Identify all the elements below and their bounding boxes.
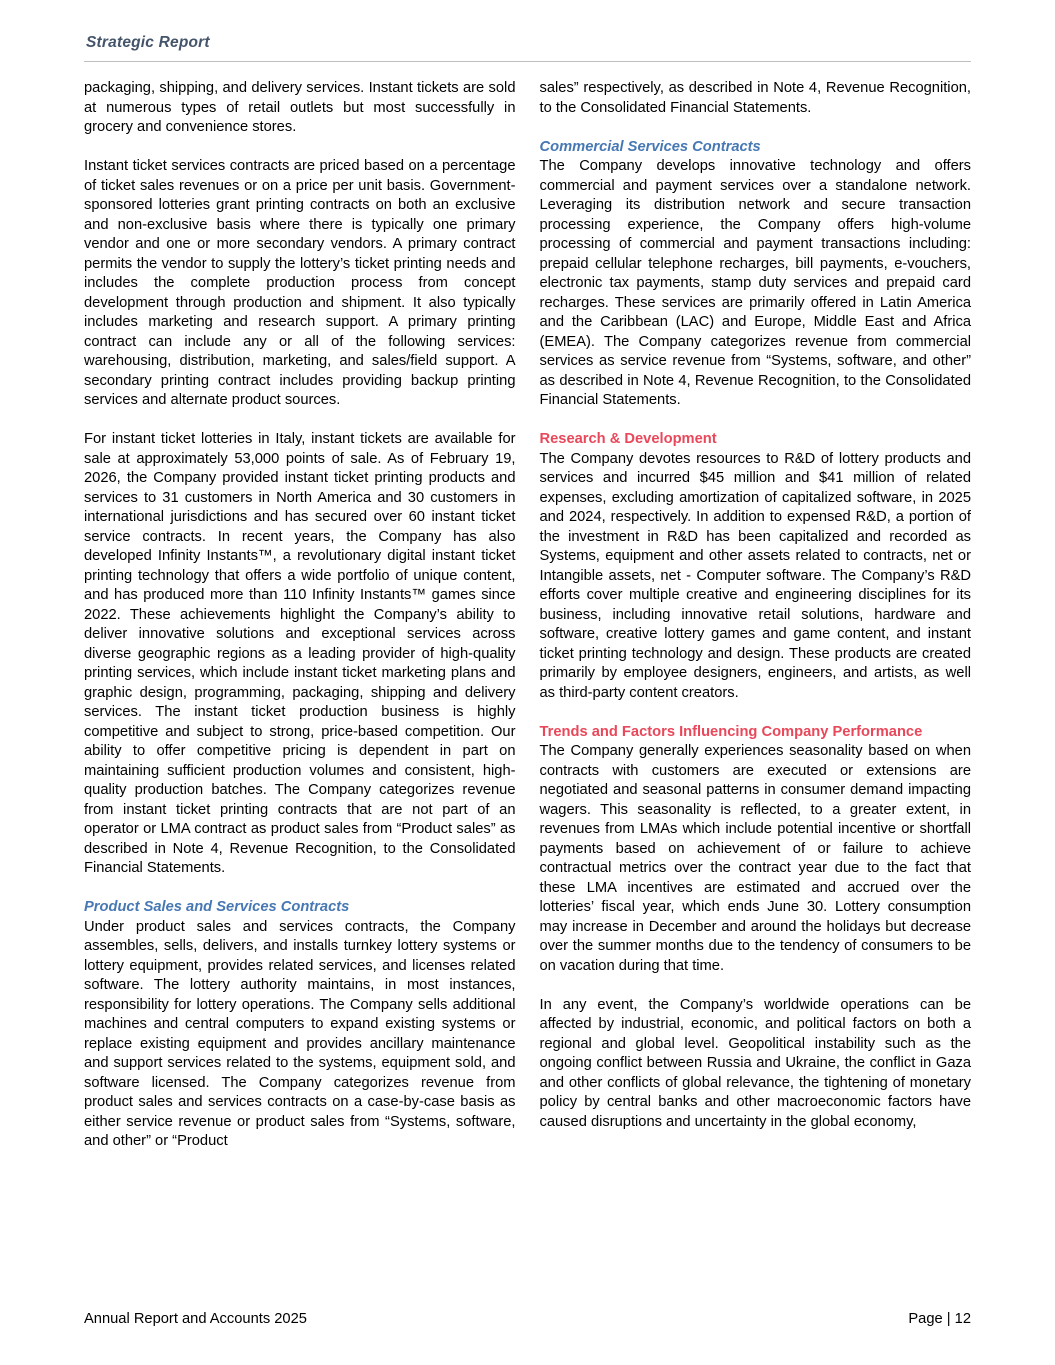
heading-trends-and-factors: Trends and Factors Influencing Company Performance — [539, 723, 923, 740]
footer-report-title: Annual Report and Accounts 2025 — [84, 1311, 307, 1327]
right-column — [540, 79, 972, 1152]
paragraph-continuation: sales” respectively, as described in Note 4, Revenue Recognition, to the Consolidated Financial Statements. — [539, 80, 971, 116]
left-column — [84, 79, 516, 1171]
paragraph-instant-ticket-pricing: Instant ticket services contracts are priced based on a percentage of ticket sales revenues or on a price per unit basis. Government-sponsored lotteries grant printing contracts on both an exclusive and non-exclusive basis where there is typically one primary vendor and one or more secondary vendors. A primary contract permits the vendor to supply the lottery’s ticket printing needs and includes the complete production process from concept development through production and shipment. It also typically includes marketing and research support. A primary printing contract can include any or all of the following services: warehousing, distribution, marketing, and sales/field support. A secondary printing contract includes providing backup printing services and alternate product sources. — [84, 158, 516, 408]
paragraph-seasonality: The Company generally experiences seasonality based on when contracts with customers are executed or extensions are negotiated and seasonal patterns in consumer demand impacting wagers. This seasonality is reflected, to a greater extent, in revenues from LMAs which include potential incentive or shortfall payments based on achievement of or failure to achieve contractual metrics over the contract year due to the fact that these LMA incentives are estimated and accrued over the lotteries’ fiscal year, which ends June 30. Lottery consumption may increase in December and around the holidays but decrease over the summer months due to the tendency of consumers to be on vacation during that time. — [539, 743, 971, 974]
heading-commercial-services-contracts: Commercial Services Contracts — [539, 138, 761, 155]
paragraph-geopolitical: In any event, the Company’s worldwide operations can be affected by industrial, economic, and political factors on both a regional and global level. Geopolitical instability such as the ongoing conflict between Russia and Ukraine, the conflict in Gaza and other conflicts of global relevance, the tightening of monetary policy by central banks and other macroeconomic factors have caused disruptions and uncertainty in the global economy, — [539, 996, 971, 1130]
header-rule — [84, 61, 971, 62]
section-title: Strategic Report — [86, 34, 210, 51]
paragraph-product-sales-contracts: Under product sales and services contracts, the Company assembles, sells, delivers, and installs turnkey lottery systems or lottery equipment, provides related services, and licenses related software. The lottery authority maintains, in most instances, responsibility for lottery operations. The Company sells additional machines and central computers to expand existing systems or replace existing equipment and provides ancillary maintenance and support services related to the systems, equipment sold, and software licensed. The Company categorizes revenue from product sales and services contracts on a case-by-case basis as either service revenue or product sales from “Systems, software, and other” or “Product — [84, 918, 516, 1149]
heading-research-and-development: Research & Development — [539, 431, 717, 447]
paragraph-continuation: packaging, shipping, and delivery services. Instant tickets are sold at numerous types of retail outlets but most successfully in grocery and convenience stores. — [84, 80, 516, 135]
page-header — [84, 34, 971, 62]
paragraph-research-and-development: The Company devotes resources to R&D of lottery products and services and incurred $45 million and $41 million of related expenses, excluding amortization of capitalized software, in 2025 and 2024, respectively. In addition to expensed R&D, a portion of the investment in R&D has been capitalized and recorded as Systems, equipment and other assets related to contracts, net or Intangible assets, net - Computer software. The Company’s R&D efforts cover multiple creative and engineering disciplines for its business, including innovative retail solutions, hardware and software, creative lottery games and game content, and instant ticket printing technology and design. These products are created primarily by employee designers, engineers, and artists, as well as third-party content creators. — [539, 450, 971, 701]
paragraph-commercial-services: The Company develops innovative technology and offers commercial and payment services over a standalone network. Leveraging its distribution network and secure transaction processing experience, the Company offers high-volume processing of commercial and payment transactions including: prepaid cellular telephone recharges, bill payments, e-vouchers, electronic tax payments, stamp duty services and prepaid card recharges. These services are primarily offered in Latin America and the Caribbean (LAC) and Europe, Middle East and Africa (EMEA). The Company categorizes revenue from commercial services as service revenue from “Systems, software, and other” as described in Note 4, Revenue Recognition, to the Consolidated Financial Statements. — [539, 158, 971, 408]
paragraph-italy-instant-tickets: For instant ticket lotteries in Italy, instant tickets are available for sale at approximately 53,000 points of sale. As of February 19, 2026, the Company provided instant ticket printing products and services to 31 customers in North America and 30 customers in international jurisdictions and has secured over 60 instant ticket service contracts. In recent years, the Company has also developed Infinity Instants™, a revolutionary digital instant ticket printing technology that offers a wide portfolio of unique content, and has produced more than 110 Infinity Instants™ games since 2022. These achievements highlight the Company’s ability to deliver innovative solutions and exceptional services across diverse geographic regions as a leading provider of high-quality printing services, which include instant ticket marketing plans and graphic design, programming, packaging, shipping and delivery services. The instant ticket production business is highly competitive and subject to strong, price-based competition. Our ability to offer competitive pricing is dependent in part on maintaining sufficient production volumes and consistent, high-quality production batches. The Company categorizes revenue from instant ticket printing contracts that are not part of an operator or LMA contract as product sales from “Product sales” as described in Note 4, Revenue Recognition, to the Consolidated Financial Statements. — [84, 431, 516, 876]
heading-product-sales-and-services-contracts: Product Sales and Services Contracts — [84, 899, 350, 915]
footer-page-number: Page | 12 — [908, 1311, 971, 1327]
two-column-body — [84, 79, 971, 1311]
page-footer — [84, 1311, 971, 1329]
